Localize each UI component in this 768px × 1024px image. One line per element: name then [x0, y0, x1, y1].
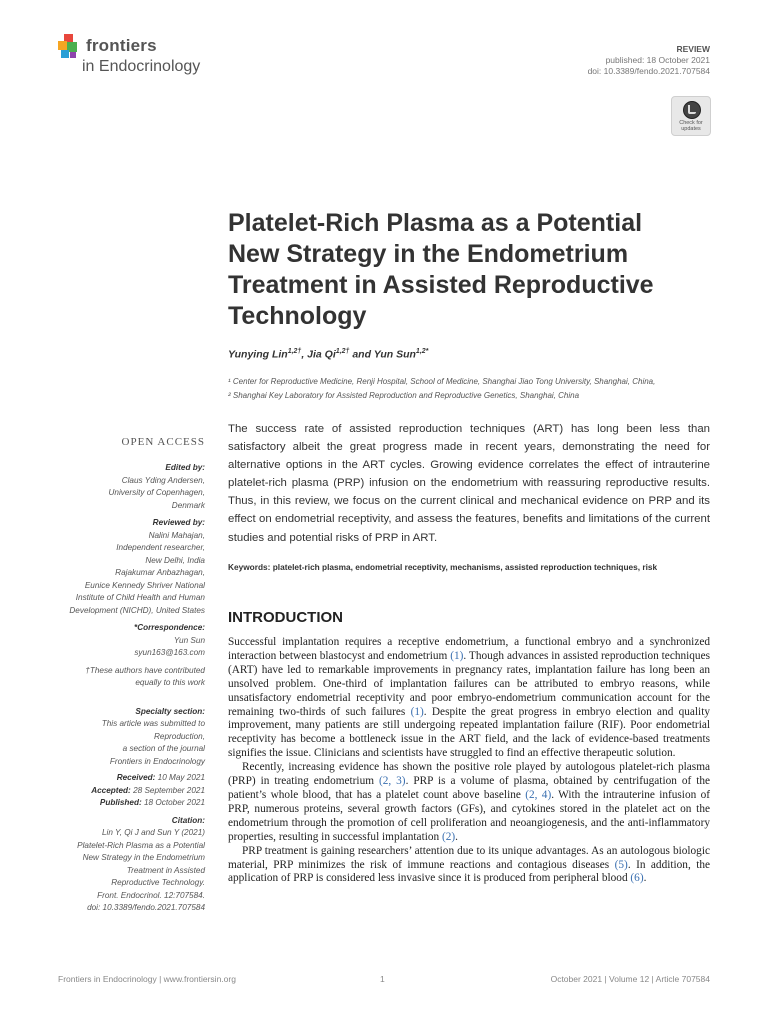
open-access-label: OPEN ACCESS: [121, 436, 205, 448]
footer-issue-info: October 2021 | Volume 12 | Article 707584: [550, 974, 710, 984]
citation-line: Reproductive Technology.: [111, 878, 205, 887]
journal-name: in Endocrinology: [82, 58, 201, 75]
author-affiliation-mark: 1,2*: [415, 348, 429, 355]
text-run: Successful implantation requires a receptive endometrium, a functional embryo and a synchronized interaction between blastocyst and endometrium: [228, 636, 710, 662]
citation-label: Citation:: [171, 815, 205, 825]
author-name[interactable]: Yun Sun: [373, 348, 416, 361]
reviewed-by-label: Reviewed by:: [152, 518, 205, 527]
reviewer-line: Institute of Child Health and Human: [75, 593, 205, 602]
text-run: .: [455, 830, 458, 843]
received-label: Received:: [116, 773, 156, 782]
equal-contribution-note: †These authors have contributed: [85, 665, 205, 675]
editor-line: Denmark: [171, 500, 205, 510]
citation-line: Front. Endocrinol. 12:707584.: [97, 890, 205, 900]
article-meta: [588, 44, 710, 77]
reviewer-line: Development (NICHD), United States: [69, 605, 205, 615]
affiliation-2: ² Shanghai Key Laboratory for Assisted Reproduction and Reproductive Genetics, Shanghai, China: [228, 391, 580, 400]
doi-link[interactable]: doi: 10.3389/fendo.2021.707584: [587, 66, 710, 76]
reference-link[interactable]: (2, 3): [378, 775, 406, 788]
reviewer-line: New Delhi, India: [145, 555, 205, 565]
reference-link[interactable]: (1): [410, 705, 424, 718]
citation-doi[interactable]: doi: 10.3389/fendo.2021.707584: [87, 903, 205, 912]
reference-link[interactable]: (1): [450, 649, 464, 662]
text-run: . With the intrauterine infusion of PRP, numerous proteins, several growth factors (GFs), and cytokines stored in the platelet act on the endometrium through the promotion of cell proliferation and neoangiogenesis, and the anti-inflammatory properties, resulting in successful implantation: [228, 788, 710, 843]
check-updates-label: Check for updates: [679, 120, 703, 132]
published-date-sidebar: 18 October 2021: [144, 798, 205, 807]
journal-brand: frontiers: [86, 36, 157, 55]
author-name[interactable]: Jia Qi: [307, 348, 336, 361]
frontiers-logo-icon: [58, 34, 84, 64]
paragraph: [228, 636, 710, 761]
text-run: Recently, increasing evidence has shown the positive role played by autologous platelet-rich plasma (PRP) in treating endometrium: [228, 761, 710, 788]
reviewer-line[interactable]: Rajakumar Anbazhagan,: [115, 568, 205, 577]
reference-link[interactable]: (2, 4): [525, 788, 552, 801]
introduction-body: [228, 636, 710, 886]
accepted-label: Accepted:: [91, 785, 131, 795]
footer-journal-link[interactable]: Frontiers in Endocrinology | www.frontiersin.org: [58, 974, 236, 984]
correspondence-name: Yun Sun: [173, 635, 205, 645]
author-affiliation-mark: 1,2†: [335, 348, 350, 355]
section-heading-introduction: INTRODUCTION: [228, 609, 343, 626]
reviewer-line[interactable]: Nalini Mahajan,: [148, 530, 205, 540]
journal-logo[interactable]: [58, 34, 233, 82]
text-run: . In addition, the application of PRP is considered less invasive since it is produced from peripheral blood: [228, 858, 711, 885]
specialty-line: Frontiers in Endocrinology: [109, 756, 205, 766]
text-run: . PRP is a volume of plasma, obtained by centrifugation of the patient’s whole blood, that has a platelet count above baseline: [228, 775, 710, 801]
correspondence-label: *Correspondence:: [134, 623, 205, 632]
keywords: Keywords: platelet-rich plasma, endometrial receptivity, mechanisms, assisted reproduction techniques, risk: [228, 562, 658, 572]
author-name[interactable]: Yunying Lin: [228, 348, 288, 361]
received-date: 10 May 2021: [157, 773, 205, 782]
paragraph: [228, 761, 710, 844]
specialty-line: This article was submitted to: [101, 719, 205, 728]
citation-line: Treatment in Assisted: [126, 865, 205, 875]
check-for-updates-button[interactable]: [671, 96, 711, 136]
paragraph: [228, 845, 710, 887]
correspondence-email[interactable]: syun163@163.com: [134, 648, 205, 657]
equal-contribution-note: equally to this work: [135, 678, 205, 687]
reviewer-line: Eunice Kennedy Shriver National: [84, 580, 205, 590]
check-updates-icon: [683, 101, 701, 119]
accepted-date: 28 September 2021: [133, 785, 205, 795]
affiliation-1: ¹ Center for Reproductive Medicine, Renji Hospital, School of Medicine, Shanghai Jiao Tong University, Shanghai, China,: [228, 377, 656, 386]
citation-line: Platelet-Rich Plasma as a Potential: [77, 840, 205, 850]
published-date: published: 18 October 2021: [605, 55, 710, 65]
text-run: . Though advances in assisted reproduction techniques (ART) have led to remarkable improvements in pregnancy rates, implantation failure has long been an unsolved problem. One-third of implantation failures can be attributed to embryo reasons, while unsatisfactory endometrial receptivity and poor embryo-endometrium communication account for the remaining two-thirds of such failures: [228, 649, 710, 718]
text-run: PRP treatment is gaining researchers’ attention due to its unique advantages. As an autologous biologic material, PRP minimizes the risk of immune reactions and contagious diseases: [228, 844, 710, 871]
specialty-line: Reproduction,: [154, 731, 205, 741]
abstract: The success rate of assisted reproduction techniques (ART) has long been less than satisfactory albeit the great progress made in recent years, demonstrating the need for alternative options in the ART cycles. Growing evidence correlates the effect of intrauterine platelet-rich plasma (PRP) infusion on the endometrium with reassuring reproductive results. Thus, in this review, we focus on the current clinical and mechanical evidence on PRP and its effect on endometrial receptivity, and assess the features, benefits and limitations of the current studies and potential risks of PRP in ART.: [228, 423, 710, 544]
article-type: REVIEW: [676, 44, 710, 54]
footer-page-number: 1: [380, 974, 385, 984]
article-title: Platelet-Rich Plasma as a Potential New Strategy in the Endometrium Treatment in Assisted Reproductive Technology: [228, 209, 654, 330]
specialty-line: a section of the journal: [122, 744, 205, 753]
specialty-label: Specialty section:: [135, 706, 205, 716]
citation-line: Lin Y, Qi J and Sun Y (2021): [101, 828, 205, 837]
editor-line: University of Copenhagen,: [108, 488, 205, 497]
text-run: . Despite the great progress in embryo election and quality improvement, many patients are still undergoing repeated implantation failure (RIF). Poor endometrial receptivity has become a bottleneck issue in the ART field, and the lack of evidence-based treatments signifies the issue. Clinicians and scientists have struggled to find an effective therapeutic solution.: [228, 705, 710, 760]
published-label: Published:: [99, 798, 142, 807]
author-separator: and: [349, 348, 374, 361]
reference-link[interactable]: (2): [441, 830, 456, 843]
citation-line: New Strategy in the Endometrium: [82, 853, 205, 862]
author-separator: ,: [301, 348, 308, 361]
edited-by-label: Edited by:: [165, 463, 205, 472]
reference-link[interactable]: (5): [614, 858, 628, 871]
reference-link[interactable]: (6): [630, 872, 644, 885]
sidebar-info: [58, 462, 205, 915]
text-run: .: [643, 872, 647, 885]
editor-line[interactable]: Claus Yding Andersen,: [121, 475, 205, 485]
author-affiliation-mark: 1,2†: [287, 348, 302, 355]
reviewer-line: Independent researcher,: [116, 543, 205, 552]
author-list: [228, 348, 428, 361]
